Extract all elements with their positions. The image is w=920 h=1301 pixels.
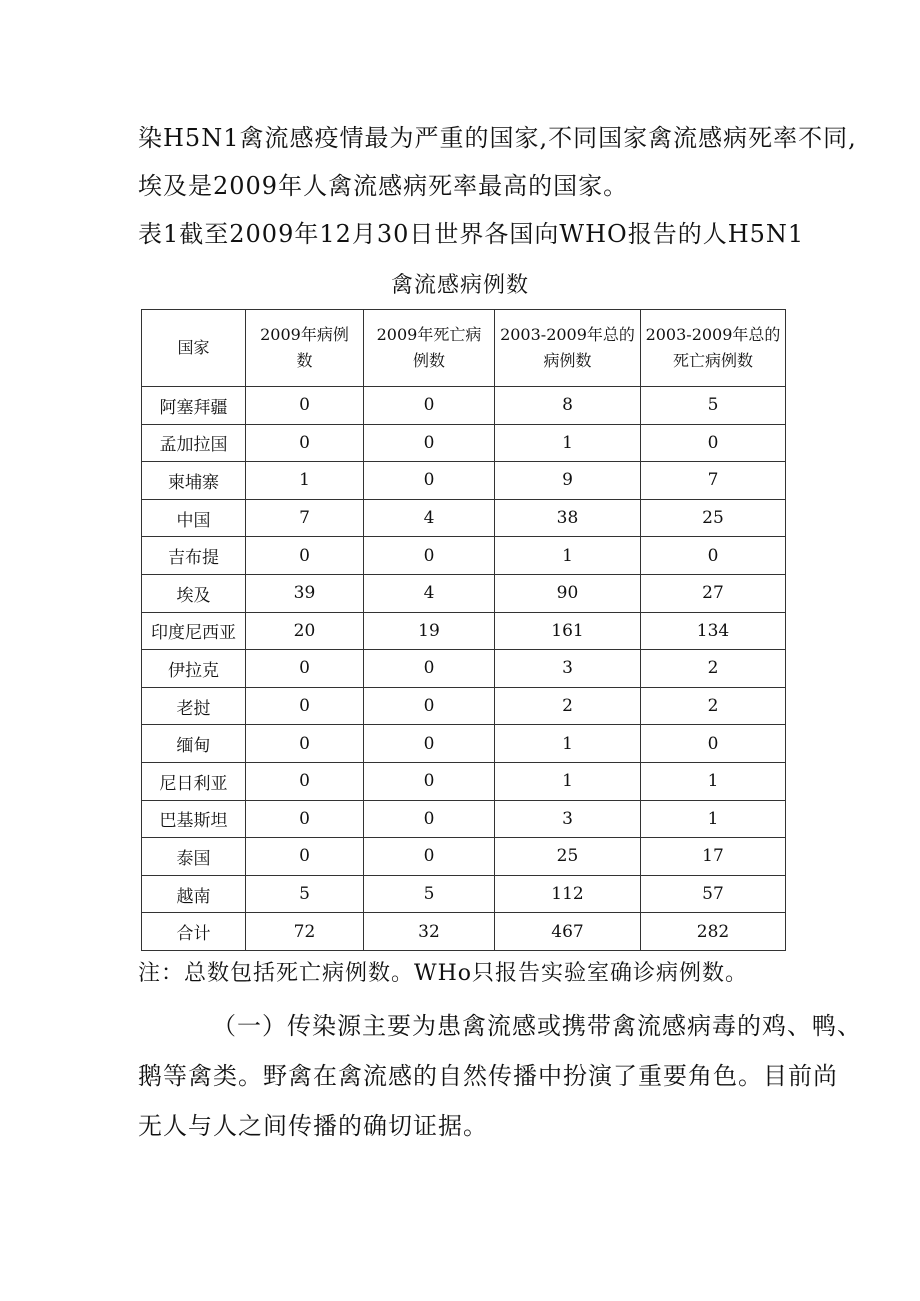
country-cell: 越南	[142, 875, 246, 913]
country-cell: 尼日利亚	[142, 762, 246, 800]
header-total-cases: 2003-2009年总的 病例数	[495, 310, 641, 387]
total-deaths-cell: 1	[641, 800, 786, 838]
total-cases-cell: 1	[495, 762, 641, 800]
table-note: 注：总数包括死亡病例数。WHo只报告实验室确诊病例数。	[138, 961, 749, 986]
total-deaths-cell: 0	[641, 725, 786, 763]
total-deaths-cell: 5	[641, 387, 786, 425]
total-cases-cell: 2	[495, 687, 641, 725]
deaths-2009-cell: 0	[364, 537, 495, 575]
cases-2009-cell: 5	[246, 875, 364, 913]
total-cases-cell: 467	[495, 913, 641, 951]
table-total-row	[142, 913, 786, 951]
total-deaths-cell: 0	[641, 424, 786, 462]
total-cases-cell: 161	[495, 612, 641, 650]
deaths-2009-cell: 0	[364, 424, 495, 462]
deaths-2009-cell: 0	[364, 462, 495, 500]
cases-2009-cell: 0	[246, 725, 364, 763]
total-cases-cell: 9	[495, 462, 641, 500]
total-deaths-cell: 2	[641, 650, 786, 688]
table-row	[142, 537, 786, 575]
header-country: 国家	[142, 310, 246, 387]
cases-2009-cell: 0	[246, 424, 364, 462]
cases-2009-cell: 0	[246, 387, 364, 425]
header-2009-cases: 2009年病例 数	[246, 310, 364, 387]
total-cases-cell: 8	[495, 387, 641, 425]
section-text-line: 无人与人之间传播的确切证据。	[138, 1112, 488, 1140]
deaths-2009-cell: 19	[364, 612, 495, 650]
table-row	[142, 838, 786, 876]
table-row	[142, 875, 786, 913]
table-caption: 表1截至2009年12月30日世界各国向WHO报告的人H5N1	[138, 220, 805, 248]
body-text-line: 埃及是2009年人禽流感病死率最高的国家。	[138, 172, 629, 200]
country-cell: 巴基斯坦	[142, 800, 246, 838]
deaths-2009-cell: 4	[364, 499, 495, 537]
deaths-2009-cell: 5	[364, 875, 495, 913]
country-cell: 阿塞拜疆	[142, 387, 246, 425]
total-deaths-cell: 57	[641, 875, 786, 913]
total-cases-cell: 1	[495, 424, 641, 462]
total-cases-cell: 1	[495, 537, 641, 575]
deaths-2009-cell: 0	[364, 838, 495, 876]
h5n1-cases-table	[141, 309, 786, 951]
section-text-line: （一）传染源主要为患禽流感或携带禽流感病毒的鸡、鸭、	[212, 1012, 862, 1040]
total-deaths-cell: 282	[641, 913, 786, 951]
total-cases-cell: 3	[495, 650, 641, 688]
table-row	[142, 574, 786, 612]
cases-2009-cell: 0	[246, 687, 364, 725]
section-text-line: 鹅等禽类。野禽在禽流感的自然传播中扮演了重要角色。目前尚	[138, 1062, 838, 1090]
cases-2009-cell: 0	[246, 800, 364, 838]
deaths-2009-cell: 0	[364, 725, 495, 763]
total-deaths-cell: 27	[641, 574, 786, 612]
table-row	[142, 762, 786, 800]
total-deaths-cell: 25	[641, 499, 786, 537]
table-header-row	[142, 310, 786, 387]
country-cell: 埃及	[142, 574, 246, 612]
country-cell: 印度尼西亚	[142, 612, 246, 650]
country-cell: 吉布提	[142, 537, 246, 575]
total-cases-cell: 90	[495, 574, 641, 612]
country-cell: 老挝	[142, 687, 246, 725]
table-row	[142, 725, 786, 763]
total-cases-cell: 112	[495, 875, 641, 913]
cases-2009-cell: 20	[246, 612, 364, 650]
total-cases-cell: 1	[495, 725, 641, 763]
header-2009-deaths: 2009年死亡病 例数	[364, 310, 495, 387]
deaths-2009-cell: 4	[364, 574, 495, 612]
deaths-2009-cell: 0	[364, 687, 495, 725]
table-caption-subtitle: 禽流感病例数	[390, 273, 529, 298]
table-row	[142, 612, 786, 650]
table-row	[142, 387, 786, 425]
total-cases-cell: 38	[495, 499, 641, 537]
cases-2009-cell: 0	[246, 537, 364, 575]
total-deaths-cell: 134	[641, 612, 786, 650]
table-row	[142, 424, 786, 462]
cases-2009-cell: 72	[246, 913, 364, 951]
country-cell: 伊拉克	[142, 650, 246, 688]
country-cell: 柬埔寨	[142, 462, 246, 500]
total-deaths-cell: 2	[641, 687, 786, 725]
header-total-deaths: 2003-2009年总的 死亡病例数	[641, 310, 786, 387]
table-row	[142, 499, 786, 537]
table-row	[142, 687, 786, 725]
total-cases-cell: 3	[495, 800, 641, 838]
table-row	[142, 650, 786, 688]
deaths-2009-cell: 32	[364, 913, 495, 951]
deaths-2009-cell: 0	[364, 762, 495, 800]
cases-2009-cell: 0	[246, 650, 364, 688]
total-deaths-cell: 17	[641, 838, 786, 876]
total-cases-cell: 25	[495, 838, 641, 876]
table-row	[142, 800, 786, 838]
body-text-line: 染H5N1禽流感疫情最为严重的国家,不同国家禽流感病死率不同,	[138, 124, 857, 152]
deaths-2009-cell: 0	[364, 387, 495, 425]
cases-2009-cell: 0	[246, 762, 364, 800]
total-deaths-cell: 7	[641, 462, 786, 500]
cases-2009-cell: 39	[246, 574, 364, 612]
country-cell: 中国	[142, 499, 246, 537]
table-row	[142, 462, 786, 500]
deaths-2009-cell: 0	[364, 800, 495, 838]
country-cell: 合计	[142, 913, 246, 951]
cases-2009-cell: 1	[246, 462, 364, 500]
total-deaths-cell: 1	[641, 762, 786, 800]
cases-2009-cell: 7	[246, 499, 364, 537]
country-cell: 缅甸	[142, 725, 246, 763]
cases-2009-cell: 0	[246, 838, 364, 876]
deaths-2009-cell: 0	[364, 650, 495, 688]
country-cell: 泰国	[142, 838, 246, 876]
total-deaths-cell: 0	[641, 537, 786, 575]
country-cell: 孟加拉国	[142, 424, 246, 462]
